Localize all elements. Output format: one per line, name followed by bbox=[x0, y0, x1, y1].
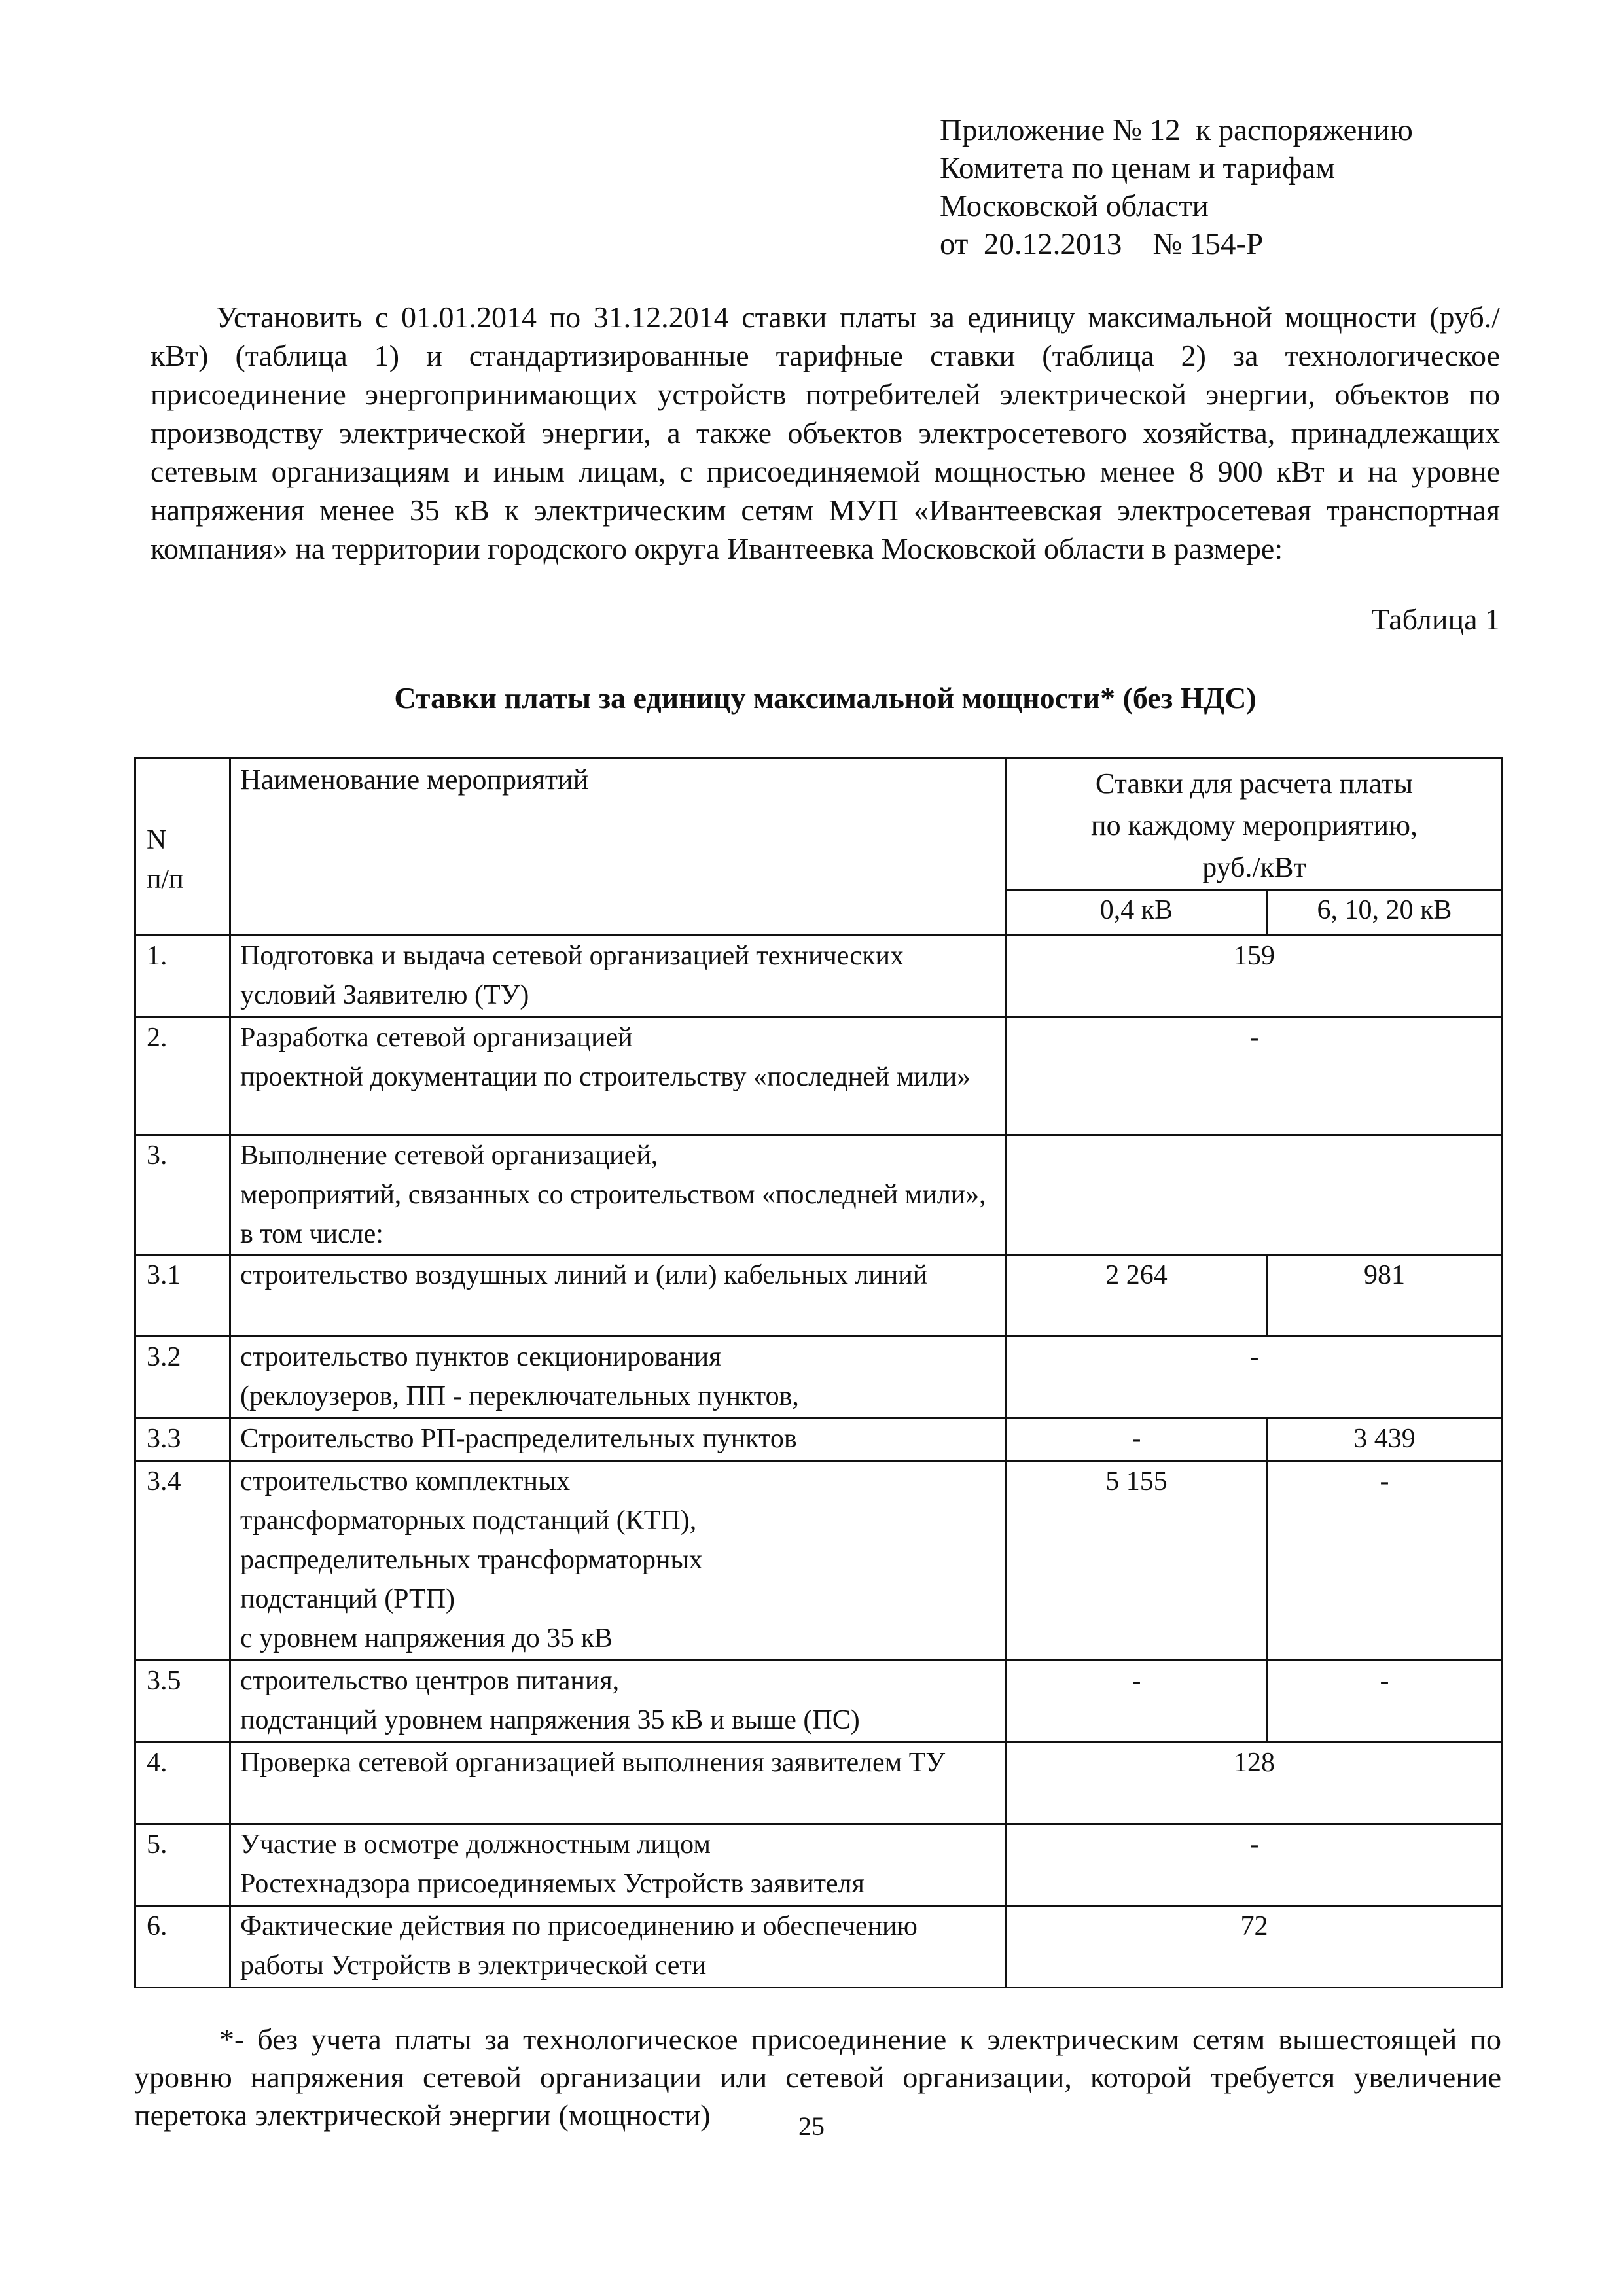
annex-line: Приложение № 12 к распоряжению bbox=[940, 113, 1413, 147]
rates-table bbox=[134, 757, 1503, 1988]
header-col-low: 0,4 кВ bbox=[1007, 890, 1267, 936]
row-activity-name: строительство комплектных трансформаторных подстанций (КТП), распределительных трансформаторных подстанций (РТП) с уровнем напряжения до 35 кВ bbox=[230, 1461, 1007, 1661]
row-number: 2. bbox=[135, 1017, 230, 1135]
row-rate-combined: 159 bbox=[1007, 936, 1503, 1017]
row-rate-combined: - bbox=[1007, 1017, 1503, 1135]
row-activity-name: Разработка сетевой организацией проектной документации по строительству «последней мили» bbox=[230, 1017, 1007, 1135]
row-activity-name: Участие в осмотре должностным лицом Ростехнадзора присоединяемых Устройств заявителя bbox=[230, 1824, 1007, 1906]
annex-line: Московской области bbox=[940, 189, 1209, 223]
row-number: 1. bbox=[135, 936, 230, 1017]
row-rate-04kv: 5 155 bbox=[1007, 1461, 1267, 1661]
row-rate-combined: 128 bbox=[1007, 1742, 1503, 1824]
row-activity-name: Выполнение сетевой организацией, мероприятий, связанных со строительством «последней мили», в том числе: bbox=[230, 1135, 1007, 1255]
header-num: N п/п bbox=[135, 758, 230, 936]
row-number: 3.4 bbox=[135, 1461, 230, 1661]
table-row bbox=[135, 1824, 1503, 1906]
row-activity-name: строительство пунктов секционирования (реклоузеров, ПП - переключательных пунктов, bbox=[230, 1337, 1007, 1419]
page-number: 25 bbox=[798, 2111, 825, 2141]
intro-paragraph: Установить с 01.01.2014 по 31.12.2014 ставки платы за единицу максимальной мощности (руб./кВт) (таблица 1) и стандартизированные тарифные ставки (таблица 2) за технологическое присоединение энергопринимающих устройств потребителей электрической энергии, объектов по производству электрической энергии, а также объектов электросетевого хозяйства, принадлежащих сетевым организациям и иным лицам, с присоединяемой мощностью менее 8 900 кВт и на уровне напряжения менее 35 кВ к электрическим сетям МУП «Ивантеевская электросетевая транспортная компания» на территории городского округа Ивантеевка Московской области в размере: bbox=[151, 300, 1500, 565]
table-row bbox=[135, 936, 1503, 1017]
annex-line: Комитета по ценам и тарифам bbox=[940, 151, 1336, 185]
row-number: 3.2 bbox=[135, 1337, 230, 1419]
row-rate-04kv: 2 264 bbox=[1007, 1255, 1267, 1337]
row-rate-combined: - bbox=[1007, 1337, 1503, 1419]
table-row bbox=[135, 1461, 1503, 1661]
header-rates: Ставки для расчета платы по каждому мероприятию, руб./кВт bbox=[1007, 758, 1503, 890]
row-activity-name: строительство центров питания, подстанций уровнем напряжения 35 кВ и выше (ПС) bbox=[230, 1661, 1007, 1742]
header-col-high: 6, 10, 20 кВ bbox=[1267, 890, 1503, 936]
annex-line: от 20.12.2013 № 154-Р bbox=[940, 227, 1264, 261]
row-activity-name: Подготовка и выдача сетевой организацией технических условий Заявителю (ТУ) bbox=[230, 936, 1007, 1017]
row-number: 3.1 bbox=[135, 1255, 230, 1337]
table-row bbox=[135, 1017, 1503, 1135]
annex-header bbox=[940, 111, 1529, 263]
row-number: 6. bbox=[135, 1906, 230, 1988]
row-rate-6-20kv: 3 439 bbox=[1267, 1419, 1503, 1461]
row-number: 4. bbox=[135, 1742, 230, 1824]
row-rate-04kv: - bbox=[1007, 1661, 1267, 1742]
row-rate-combined bbox=[1007, 1135, 1503, 1255]
row-number: 3. bbox=[135, 1135, 230, 1255]
row-rate-combined: - bbox=[1007, 1824, 1503, 1906]
table-row bbox=[135, 1906, 1503, 1988]
table-row bbox=[135, 1337, 1503, 1419]
row-rate-6-20kv: - bbox=[1267, 1661, 1503, 1742]
table-row bbox=[135, 1255, 1503, 1337]
table-label: Таблица 1 bbox=[1371, 603, 1500, 636]
table-row bbox=[135, 1742, 1503, 1824]
row-rate-combined: 72 bbox=[1007, 1906, 1503, 1988]
row-number: 3.5 bbox=[135, 1661, 230, 1742]
table-header-row bbox=[135, 758, 1503, 890]
footnote: *- без учета платы за технологическое присоединение к электрическим сетям вышестоящей по уровню напряжения сетевой организации или сетевой организации, которой требуется увеличение перетока электрической энергии (мощности) bbox=[134, 2022, 1501, 2132]
row-activity-name: строительство воздушных линий и (или) кабельных линий bbox=[230, 1255, 1007, 1337]
header-name: Наименование мероприятий bbox=[230, 758, 1007, 936]
table-row bbox=[135, 1661, 1503, 1742]
row-number: 5. bbox=[135, 1824, 230, 1906]
row-rate-04kv: - bbox=[1007, 1419, 1267, 1461]
row-number: 3.3 bbox=[135, 1419, 230, 1461]
table-row bbox=[135, 1419, 1503, 1461]
row-rate-6-20kv: - bbox=[1267, 1461, 1503, 1661]
table-row bbox=[135, 1135, 1503, 1255]
row-activity-name: Проверка сетевой организацией выполнения заявителем ТУ bbox=[230, 1742, 1007, 1824]
table-title: Ставки платы за единицу максимальной мощности* (без НДС) bbox=[394, 681, 1257, 715]
row-rate-6-20kv: 981 bbox=[1267, 1255, 1503, 1337]
row-activity-name: Фактические действия по присоединению и обеспечению работы Устройств в электрической сети bbox=[230, 1906, 1007, 1988]
row-activity-name: Строительство РП-распределительных пунктов bbox=[230, 1419, 1007, 1461]
